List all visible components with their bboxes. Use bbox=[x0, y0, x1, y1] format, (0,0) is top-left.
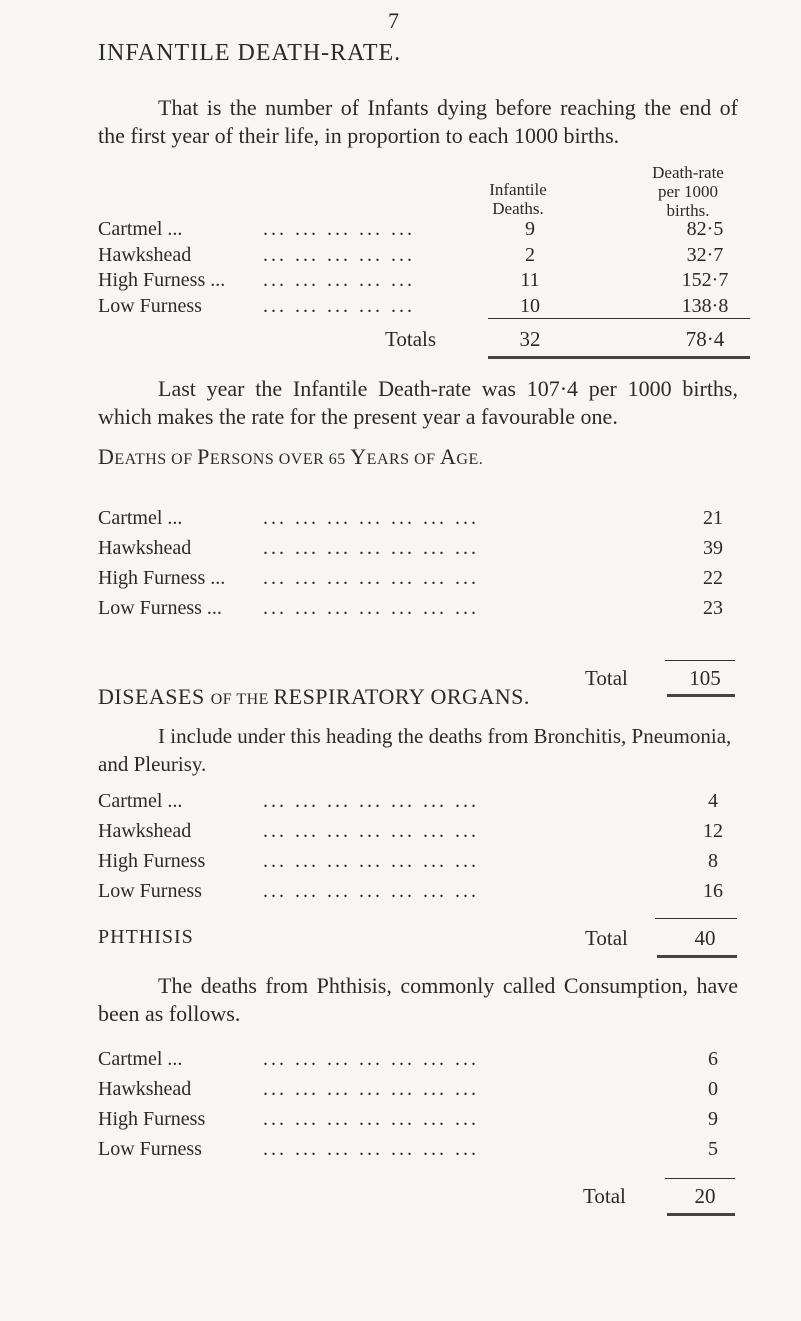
over65-total-label: Total bbox=[585, 666, 628, 690]
over65-heading: DEATHS OF PERSONS OVER 65 YEARS OF AGE. bbox=[98, 444, 484, 469]
row-label: Low Furness ... bbox=[98, 597, 222, 619]
dot-leader: ... ... ... ... ... ... ... bbox=[263, 1048, 479, 1070]
table-row bbox=[98, 295, 738, 321]
table-row bbox=[98, 1048, 738, 1074]
table-row bbox=[98, 567, 738, 593]
respiratory-total: 40 bbox=[694, 926, 716, 950]
rate-value: 82·5 bbox=[686, 218, 724, 240]
respiratory-paragraph: I include under this heading the deaths from Bronchitis, Pneumonia, and Pleurisy. bbox=[98, 724, 732, 776]
infantile-double-rule bbox=[488, 356, 750, 359]
count-value: 9 bbox=[708, 1108, 718, 1130]
deaths-value: 11 bbox=[520, 269, 540, 291]
row-label: High Furness ... bbox=[98, 269, 226, 291]
count-value: 4 bbox=[708, 790, 718, 812]
table-row bbox=[98, 269, 738, 295]
phthisis-heading: PHTHISIS bbox=[98, 926, 194, 948]
page-title: INFANTILE DEATH-RATE. bbox=[98, 40, 402, 66]
dot-leader: ... ... ... ... ... ... ... bbox=[263, 1108, 479, 1130]
phthisis-rule bbox=[665, 1178, 735, 1179]
rate-value: 32·7 bbox=[686, 243, 724, 266]
count-value: 0 bbox=[708, 1078, 718, 1100]
over65-double-rule bbox=[667, 694, 735, 697]
infantile-rule bbox=[488, 318, 750, 319]
count-value: 5 bbox=[708, 1138, 718, 1160]
death-rate-header: Death-rate per 1000 births. bbox=[652, 163, 724, 220]
rate-value: 138·8 bbox=[681, 294, 729, 317]
count-value: 22 bbox=[703, 567, 723, 589]
row-label: High Furness bbox=[98, 850, 206, 872]
count-value: 12 bbox=[703, 820, 723, 842]
row-label: Low Furness bbox=[98, 294, 202, 317]
deaths-value: 2 bbox=[525, 243, 535, 266]
dot-leader: ... ... ... ... ... ... ... bbox=[263, 597, 479, 619]
row-label: Low Furness bbox=[98, 1138, 202, 1160]
dot-leader: ... ... ... ... ... ... ... bbox=[263, 537, 479, 559]
phthisis-double-rule bbox=[667, 1213, 735, 1216]
count-value: 39 bbox=[703, 537, 723, 559]
row-label: Cartmel ... bbox=[98, 218, 183, 240]
intro-paragraph: That is the number of Infants dying before reaching the end of the first year of their life, in proportion to each 1000 births. bbox=[98, 95, 738, 148]
over65-total: 105 bbox=[689, 666, 721, 690]
table-row bbox=[98, 880, 738, 906]
dot-leader: ... ... ... ... ... ... ... bbox=[263, 507, 479, 529]
rate-value: 152·7 bbox=[681, 269, 729, 291]
dot-leader: ... ... ... ... ... bbox=[263, 269, 415, 291]
table-row bbox=[98, 597, 738, 623]
infantile-total-deaths: 32 bbox=[519, 327, 541, 351]
count-value: 23 bbox=[703, 597, 723, 619]
count-value: 6 bbox=[708, 1048, 718, 1070]
row-label: Hawkshead bbox=[98, 1078, 192, 1100]
row-label: Hawkshead bbox=[98, 820, 192, 842]
row-label: Hawkshead bbox=[98, 537, 192, 559]
table-row bbox=[98, 244, 738, 270]
phthisis-total: 20 bbox=[694, 1184, 716, 1208]
dot-leader: ... ... ... ... ... ... ... bbox=[263, 820, 479, 842]
table-row bbox=[98, 1078, 738, 1104]
dot-leader: ... ... ... ... ... ... ... bbox=[263, 1078, 479, 1100]
table-row bbox=[98, 790, 738, 816]
infantile-total-rate: 78·4 bbox=[685, 327, 725, 351]
row-label: Low Furness bbox=[98, 880, 202, 902]
row-label: Cartmel ... bbox=[98, 790, 183, 812]
respiratory-heading: DISEASES OF THE RESPIRATORY ORGANS. bbox=[98, 684, 530, 709]
row-label: High Furness bbox=[98, 1108, 206, 1130]
table-row bbox=[98, 1108, 738, 1134]
infantile-deaths-header: Infantile Deaths. bbox=[489, 180, 547, 218]
phthisis-total-label: Total bbox=[583, 1184, 626, 1208]
row-label: Cartmel ... bbox=[98, 1048, 183, 1070]
row-label: Hawkshead bbox=[98, 243, 192, 266]
count-value: 8 bbox=[708, 850, 718, 872]
dot-leader: ... ... ... ... ... bbox=[263, 218, 415, 240]
count-value: 16 bbox=[703, 880, 723, 902]
table-row bbox=[98, 218, 738, 244]
phthisis-paragraph: The deaths from Phthisis, commonly called Consumption, have been as follows. bbox=[98, 973, 738, 1026]
dot-leader: ... ... ... ... ... bbox=[263, 294, 415, 317]
last-year-paragraph: Last year the Infantile Death-rate was 107·4 per 1000 births, which makes the rate for the present year a favourable one. bbox=[98, 376, 738, 429]
table-row bbox=[98, 1138, 738, 1164]
dot-leader: ... ... ... ... ... ... ... bbox=[263, 790, 479, 812]
over65-rule bbox=[665, 660, 735, 661]
table-row bbox=[98, 820, 738, 846]
table-row bbox=[98, 537, 738, 563]
page-number: 7 bbox=[388, 8, 399, 33]
deaths-value: 10 bbox=[520, 294, 540, 317]
dot-leader: ... ... ... ... ... ... ... bbox=[263, 1138, 479, 1160]
row-label: High Furness ... bbox=[98, 567, 226, 589]
row-label: Cartmel ... bbox=[98, 507, 183, 529]
respiratory-rule bbox=[655, 918, 737, 919]
infantile-total-label: Totals bbox=[385, 327, 437, 351]
dot-leader: ... ... ... ... ... ... ... bbox=[263, 567, 479, 589]
table-row bbox=[98, 850, 738, 876]
count-value: 21 bbox=[703, 507, 723, 529]
dot-leader: ... ... ... ... ... ... ... bbox=[263, 880, 479, 902]
deaths-value: 9 bbox=[525, 218, 535, 240]
table-row bbox=[98, 507, 738, 533]
respiratory-double-rule bbox=[657, 955, 737, 958]
dot-leader: ... ... ... ... ... bbox=[263, 243, 415, 266]
dot-leader: ... ... ... ... ... ... ... bbox=[263, 850, 479, 872]
respiratory-total-label: Total bbox=[585, 926, 628, 950]
